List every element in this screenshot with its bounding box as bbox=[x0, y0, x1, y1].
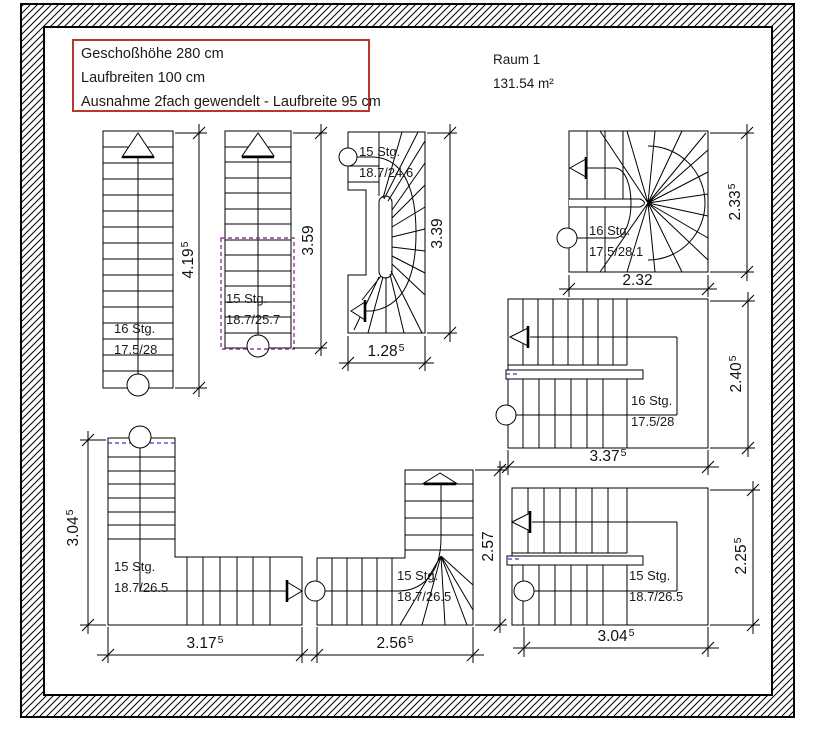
entry-circle-icon bbox=[514, 581, 534, 601]
dim-width-double-winder: 1.28$^5$ bbox=[367, 342, 405, 360]
dim-height-straight-16: 4.19$^5$ bbox=[179, 241, 197, 279]
entry-circle-icon bbox=[305, 581, 325, 601]
stair-label-straight-16: 16 Stg. 17.5/28 bbox=[114, 321, 158, 357]
dim-width-u-shape-16: 3.37$^5$ bbox=[589, 447, 627, 465]
dim-height-l-winder: 2.57 bbox=[480, 531, 497, 562]
dim-height-u-shape-15: 2.25$^5$ bbox=[732, 537, 750, 575]
entry-circle-icon bbox=[557, 228, 577, 248]
stair-label-half-turn-winder: 16 Stg. 17.5/28.1 bbox=[589, 223, 644, 259]
dim-height-double-winder: 3.39 bbox=[429, 218, 446, 249]
annotation-line: Ausnahme 2fach gewendelt - Laufbreite 95 cm bbox=[81, 94, 381, 110]
annotation-box bbox=[72, 39, 381, 112]
entry-circle-icon bbox=[129, 426, 151, 448]
dim-height-l-shape: 3.04$^5$ bbox=[64, 509, 82, 547]
entry-circle-icon bbox=[247, 335, 269, 357]
dim-width-l-winder: 2.56$^5$ bbox=[376, 634, 414, 652]
entry-circle-icon bbox=[339, 148, 357, 166]
dim-height-half-turn-winder: 2.33$^5$ bbox=[726, 183, 744, 221]
stair-label-u-shape-15: 15 Stg. 18.7/26.5 bbox=[629, 568, 684, 604]
stair-label-l-winder: 15 Stg. 18.7/26.5 bbox=[397, 568, 452, 604]
stair-u-shape-16[interactable] bbox=[496, 299, 708, 448]
stair-label-double-winder: 15 Stg. 18.7/24.6 bbox=[359, 144, 414, 180]
stair-label-u-shape-16: 16 Stg. 17.5/28 bbox=[631, 393, 675, 429]
annotation-line: Laufbreiten 100 cm bbox=[81, 70, 206, 86]
dim-height-straight-15: 3.59 bbox=[300, 225, 317, 256]
stair-label-straight-15: 15 Stg. 18.7/25.7 bbox=[226, 291, 281, 327]
entry-circle-icon bbox=[127, 374, 149, 396]
annotation-line: Geschoßhöhe 280 cm bbox=[81, 46, 224, 62]
dim-width-l-shape: 3.17$^5$ bbox=[186, 634, 224, 652]
dim-width-u-shape-15: 3.04$^5$ bbox=[597, 627, 635, 645]
dim-width-half-turn-winder: 2.32 bbox=[622, 272, 653, 289]
stair-label-l-shape: 15 Stg. 18.7/26.5 bbox=[114, 559, 169, 595]
room-name: Raum 1 bbox=[493, 52, 541, 67]
entry-circle-icon bbox=[496, 405, 516, 425]
room-area: 131.54 m² bbox=[493, 76, 554, 91]
dim-height-u-shape-16: 2.40$^5$ bbox=[727, 355, 745, 393]
